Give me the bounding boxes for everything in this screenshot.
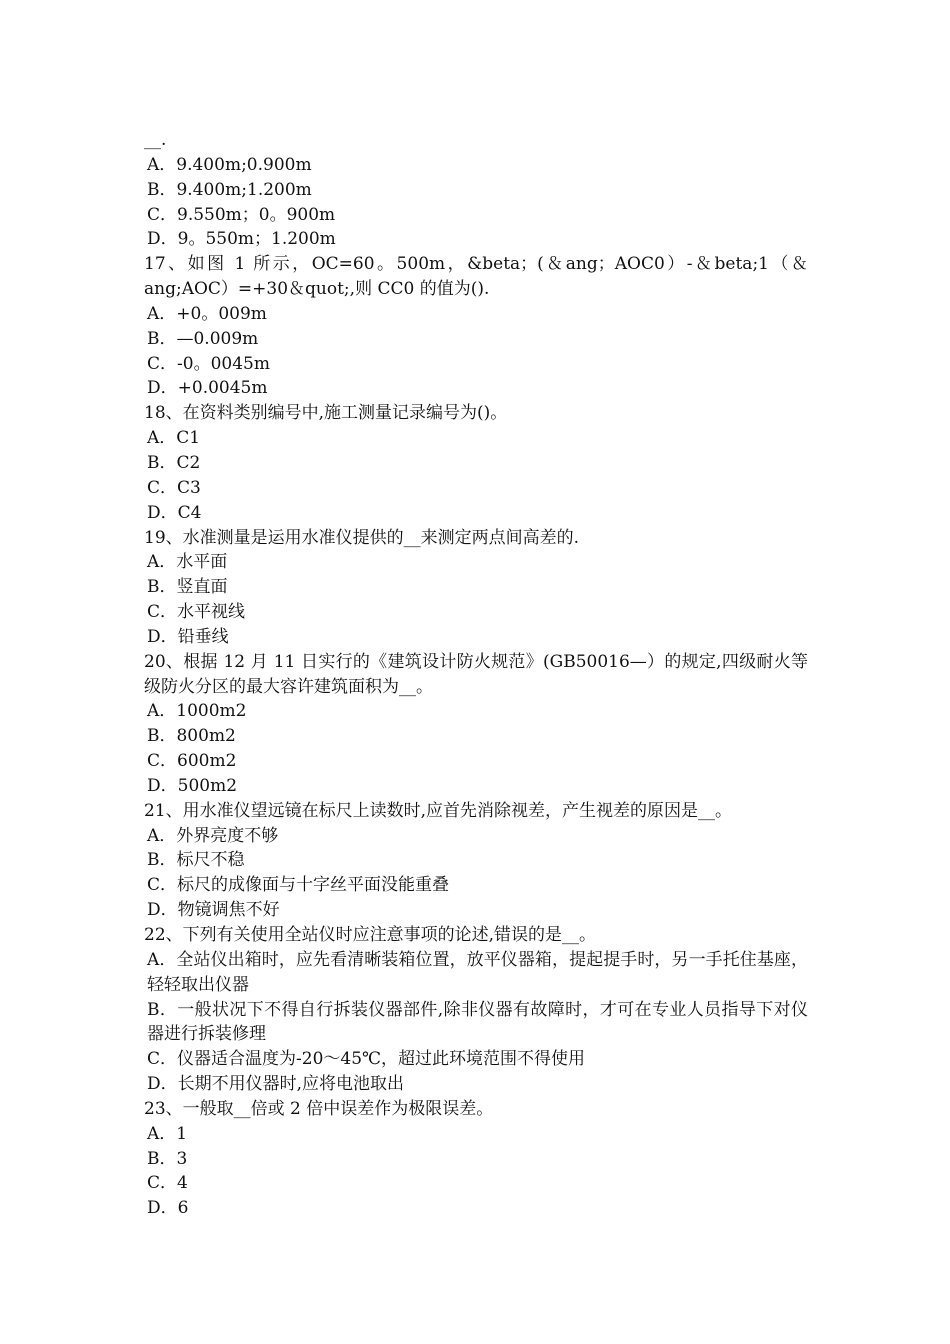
- answer-option: A．外界亮度不够: [147, 825, 279, 846]
- answer-option: C．C3: [147, 477, 201, 498]
- answer-option: A．全站仪出箱时，应先看清晰装箱位置，放平仪器箱，提起提手时，另一手托住基座，轻轻取出仪器: [147, 949, 808, 995]
- question-text: 19、水准测量是运用水准仪提供的__来测定两点间高差的.: [144, 527, 580, 548]
- question-text: 22、下列有关使用全站仪时应注意事项的论述,错误的是__。: [144, 925, 597, 945]
- answer-option: A．9.400m;0.900m: [147, 154, 312, 175]
- answer-option: C．-0。0045m: [147, 353, 270, 374]
- answer-option: C．600m2: [147, 751, 237, 772]
- answer-option: D．C4: [147, 502, 202, 523]
- answer-option: C．9.550m；0。900m: [147, 204, 336, 225]
- answer-option: C．标尺的成像面与十字丝平面没能重叠: [147, 875, 450, 896]
- question-text: 18、在资料类别编号中,施工测量记录编号为()。: [144, 403, 508, 424]
- question-text: 23、一般取__倍或 2 倍中误差作为极限误差。: [144, 1098, 494, 1119]
- answer-option: B．标尺不稳: [147, 850, 245, 871]
- answer-option: B．C2: [147, 452, 201, 473]
- answer-option: B．800m2: [147, 726, 236, 747]
- answer-option: A．1000m2: [147, 701, 247, 722]
- answer-option: A．1: [147, 1123, 188, 1144]
- answer-option: D．物镜调焦不好: [147, 900, 280, 921]
- answer-option: D．6: [147, 1198, 189, 1219]
- answer-option: B．9.400m;1.200m: [147, 179, 312, 200]
- answer-option: C．水平视线: [147, 602, 246, 623]
- answer-option: B．3: [147, 1148, 188, 1169]
- answer-option: D．铅垂线: [147, 626, 229, 647]
- question-text: 17、如图 1 所示，OC=60。500m，&beta；(＆ang；AOC0）-＆beta;1（＆ang;AOC）=+30＆quot;,则 CC0 的值为().: [144, 254, 808, 300]
- answer-option: A．C1: [147, 428, 201, 449]
- answer-option: B．—0.009m: [147, 328, 259, 349]
- answer-option: C．4: [147, 1173, 188, 1194]
- answer-option: C．仪器适合温度为-20～45℃，超过此环境范围不得使用: [147, 1049, 586, 1070]
- question-text: 21、用水准仪望远镜在标尺上读数时,应首先消除视差，产生视差的原因是__。: [144, 800, 733, 821]
- question-list: [144, 128, 808, 1221]
- answer-option: D．长期不用仪器时,应将电池取出: [147, 1074, 405, 1095]
- answer-option: D．9。550m；1.200m: [147, 229, 336, 250]
- question-text: 20、根据 12 月 11 日实行的《建筑设计防火规范》(GB50016—）的规定,四级耐火等级防火分区的最大容许建筑面积为__。: [144, 651, 808, 697]
- answer-option: B．一般状况下不得自行拆装仪器部件,除非仪器有故障时，才可在专业人员指导下对仪器进行拆装修理: [147, 999, 808, 1045]
- answer-option: D．500m2: [147, 775, 238, 796]
- answer-option: D．+0.0045m: [147, 378, 268, 399]
- answer-option: A．+0。009m: [147, 303, 267, 324]
- answer-option: B．竖直面: [147, 577, 228, 598]
- question-text: __.: [144, 130, 167, 150]
- answer-option: A．水平面: [147, 552, 228, 573]
